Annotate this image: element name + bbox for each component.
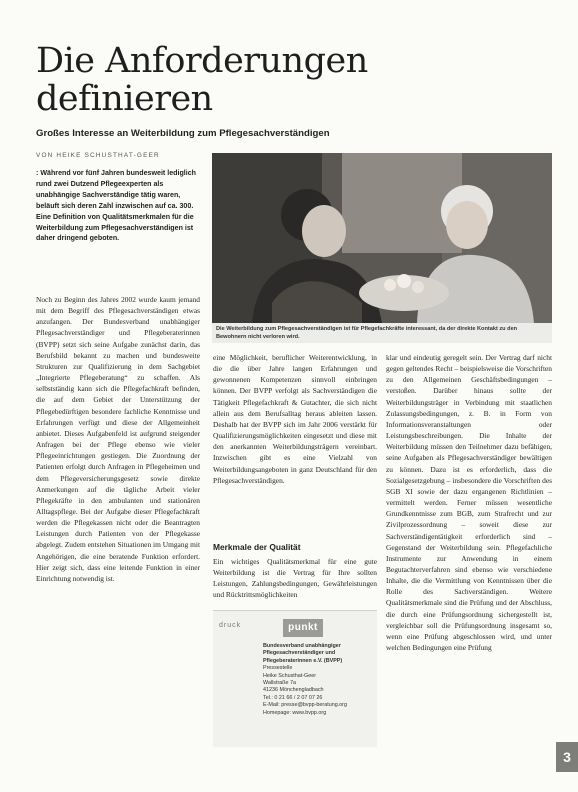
lead-paragraph: : Während vor fünf Jahren bundesweit lediglich rund zwei Dutzend Pflegeexperten als unabhängige Sachverständige tätig waren, beläuft sich deren Zahl inzwischen auf ca. 300. Eine Definition von Qualitätsmerkmalen für die Weiterbildung zum Pflegesachverständigen ist daher dringend geboten. [36, 169, 197, 243]
contact-line-7: 41236 Mönchengladbach [263, 687, 324, 694]
column-2 [213, 352, 377, 486]
logo-text-right: punkt [283, 619, 323, 637]
contact-line-8: Tel.: 0 21 66 / 2 07 07 26 [263, 694, 323, 701]
column-2b-text: Ein wichtiges Qualitätsmerkmal für eine gute Weiterbildung ist die Vertrag für Ihre sollten Leistungen, Zahlungsbedingungen, Gewährleistungen und Rücktrittsmöglichkeiten [213, 557, 377, 600]
contact-line-9: E-Mail: presse@bvpp-beratung.org [263, 702, 347, 709]
org-line-2: Pflegesachverständiger und [263, 650, 336, 657]
infobox-contact-lines [263, 643, 373, 717]
photo-illustration [212, 153, 552, 323]
column-3 [386, 352, 552, 653]
photo-caption: Die Weiterbildung zum Pflegesachverständigen ist für Pflegefachkräfte interessant, da der direkte Kontakt zu den Bewohnern nicht verloren wird. [212, 323, 552, 343]
article-title [36, 42, 396, 118]
logo-text-left: druck [219, 622, 242, 629]
column-3-text: klar und eindeutig geregelt sein. Der Vertrag darf nicht gegen geltendes Recht – beispielsweise die Vorschriften zu den Allgemeinen Geschäftsbedingungen – verstoßen. Darüber hinaus sollte der Weiterbildungsträger in Verbindung mit staatlichen Zulassungsbedingungen, z. B. in Form von Informationsveranstaltungen oder Leistungsbeschreibungen. Die Inhalte der Weiterbildung müssen den Teilnehmer dazu befähigen, seine Aufgaben als Pflegesachverständiger bewältigen zu können. Dazu ist es erforderlich, dass die Sozialgesetzgebung – insbesondere die Vorschriften des SGB XI sowie der dazu ergangenen Richtlinien – vermittelt werden. Ferner müssen wesentliche Grundkenntnisse zum BGB, zum Strafrecht und zur Zivilprozessordnung – soweit diese zur Sachverständigentätigkeit erforderlich sind – Gegenstand der Weiterbildung sein. Pflegefachliche Instrumente zur Anwendung in einem Begutachterverfahren sind ebenso wie verschiedene Inhalte, die die Vermittlung von Kenntnissen über die Rolle des Sachverständigen. Weitere Qualitätsmerkmale sind die Prüfung und der Abschluss, die durch eine Prüfungsordnung sichergestellt ist, vergleichbar soll die Prüfungsordnung insgesamt so, wenn eine Prüfung abgeschlossen wird, und unter welchen Bedingungen eine Prüfung [386, 353, 552, 653]
contact-line-6: Wallstraße 7a [263, 680, 297, 687]
contact-line-10: Homepage: www.bvpp.org [263, 709, 327, 716]
contact-line-5: Heike Schusthat-Geer [263, 672, 317, 679]
title-line-2: definieren [36, 79, 213, 119]
article-byline: VON HEIKE SCHUSTHAT-GEER [36, 152, 160, 159]
article-subtitle: Großes Interesse an Weiterbildung zum Pflegesachverständigen [36, 128, 330, 139]
column-1-text: Noch zu Beginn des Jahres 2002 wurde kaum jemand mit dem Begriff des Pflegesachverständigen etwas anzufangen. Der Bundesverband unabhängiger Pflegesachverständiger und Pflegeberaterinnen (BVPP) setzt sich seine Aufgabe zunächst darin, das Berufsbild bekannt zu machen und bundesweite Strukturen zur Qualifizierung in dem Sachgebiet „Integrierte Pflegeberatung“ zu schaffen. Als selbstständig kann sich die Pflegefachkraft befinden, die auf dem Gebiet der Unterstützung der Pflegebedürftigen besondere fachliche Kenntnisse und Erfahrungen verfügt und diese der Allgemeinheit anbietet. Dieses Aufgabenfeld ist aufgrund steigender Anfragen bei der Pflege ebenso wie vieler Pflegeeinrichtungen gestiegen. Die Zuordnung der Patienten erfolgt durch Anfragen in Pflegeheimen und dem Pflegeversicherungsgesetz sowie direkte Anmerkungen auf die tägliche Arbeit vieler Pflegekräfte in den ambulanten und stationären Alltagspflege. Bei der Aufgabe dieser Pflegefachkraft werden die Pflegekassen nicht oder die Beantragten Leistungen durch Patienten von der Pflegekasse abgelegt. Zudem entstehen Situationen im Umgang mit Angehörigen, die eine beratende Funktion erfordert. Hier zeigt sich, dass eine leitende Funktion in einer Einrichtung notwendig ist. [36, 295, 200, 583]
org-line-3: Pflegeberaterinnen e.V. (BVPP) [263, 657, 343, 664]
infobox-logo [219, 619, 371, 639]
section-heading: Merkmale der Qualität [213, 542, 301, 552]
contact-infobox [213, 610, 377, 747]
org-line-1: Bundesverband unabhängiger [263, 643, 341, 649]
title-line-1: Die Anforderungen [36, 41, 368, 81]
column-2-continued [213, 556, 377, 601]
article-photo [212, 153, 552, 323]
column-1 [36, 294, 200, 584]
page-number: 3 [556, 742, 578, 772]
column-2-text: eine Möglichkeit, beruflicher Weiterentwicklung, in die die über Jahre langen Erfahrungen und gewonnenen Kompetenzen sinnvoll einbringen können. Der BVPP verfolgt als Sachverständigen die Tätigkeit Pflegefachkraft & Gutachter, die sich nicht allein aus dem Berufsalltag heraus ableiten lassen. Deshalb hat der BVPP sich im Jahr 2006 verstärkt für Qualifizierungsmöglichkeiten eingesetzt und diese mit den anerkannten Weiterbildungsträgern vereinbart. Inzwischen gibt es eine Vielzahl von Weiterbildungsangeboten in ganz Deutschland für den Pflegesachverständigen. [213, 353, 377, 485]
contact-line-4: Pressestelle [263, 665, 293, 672]
